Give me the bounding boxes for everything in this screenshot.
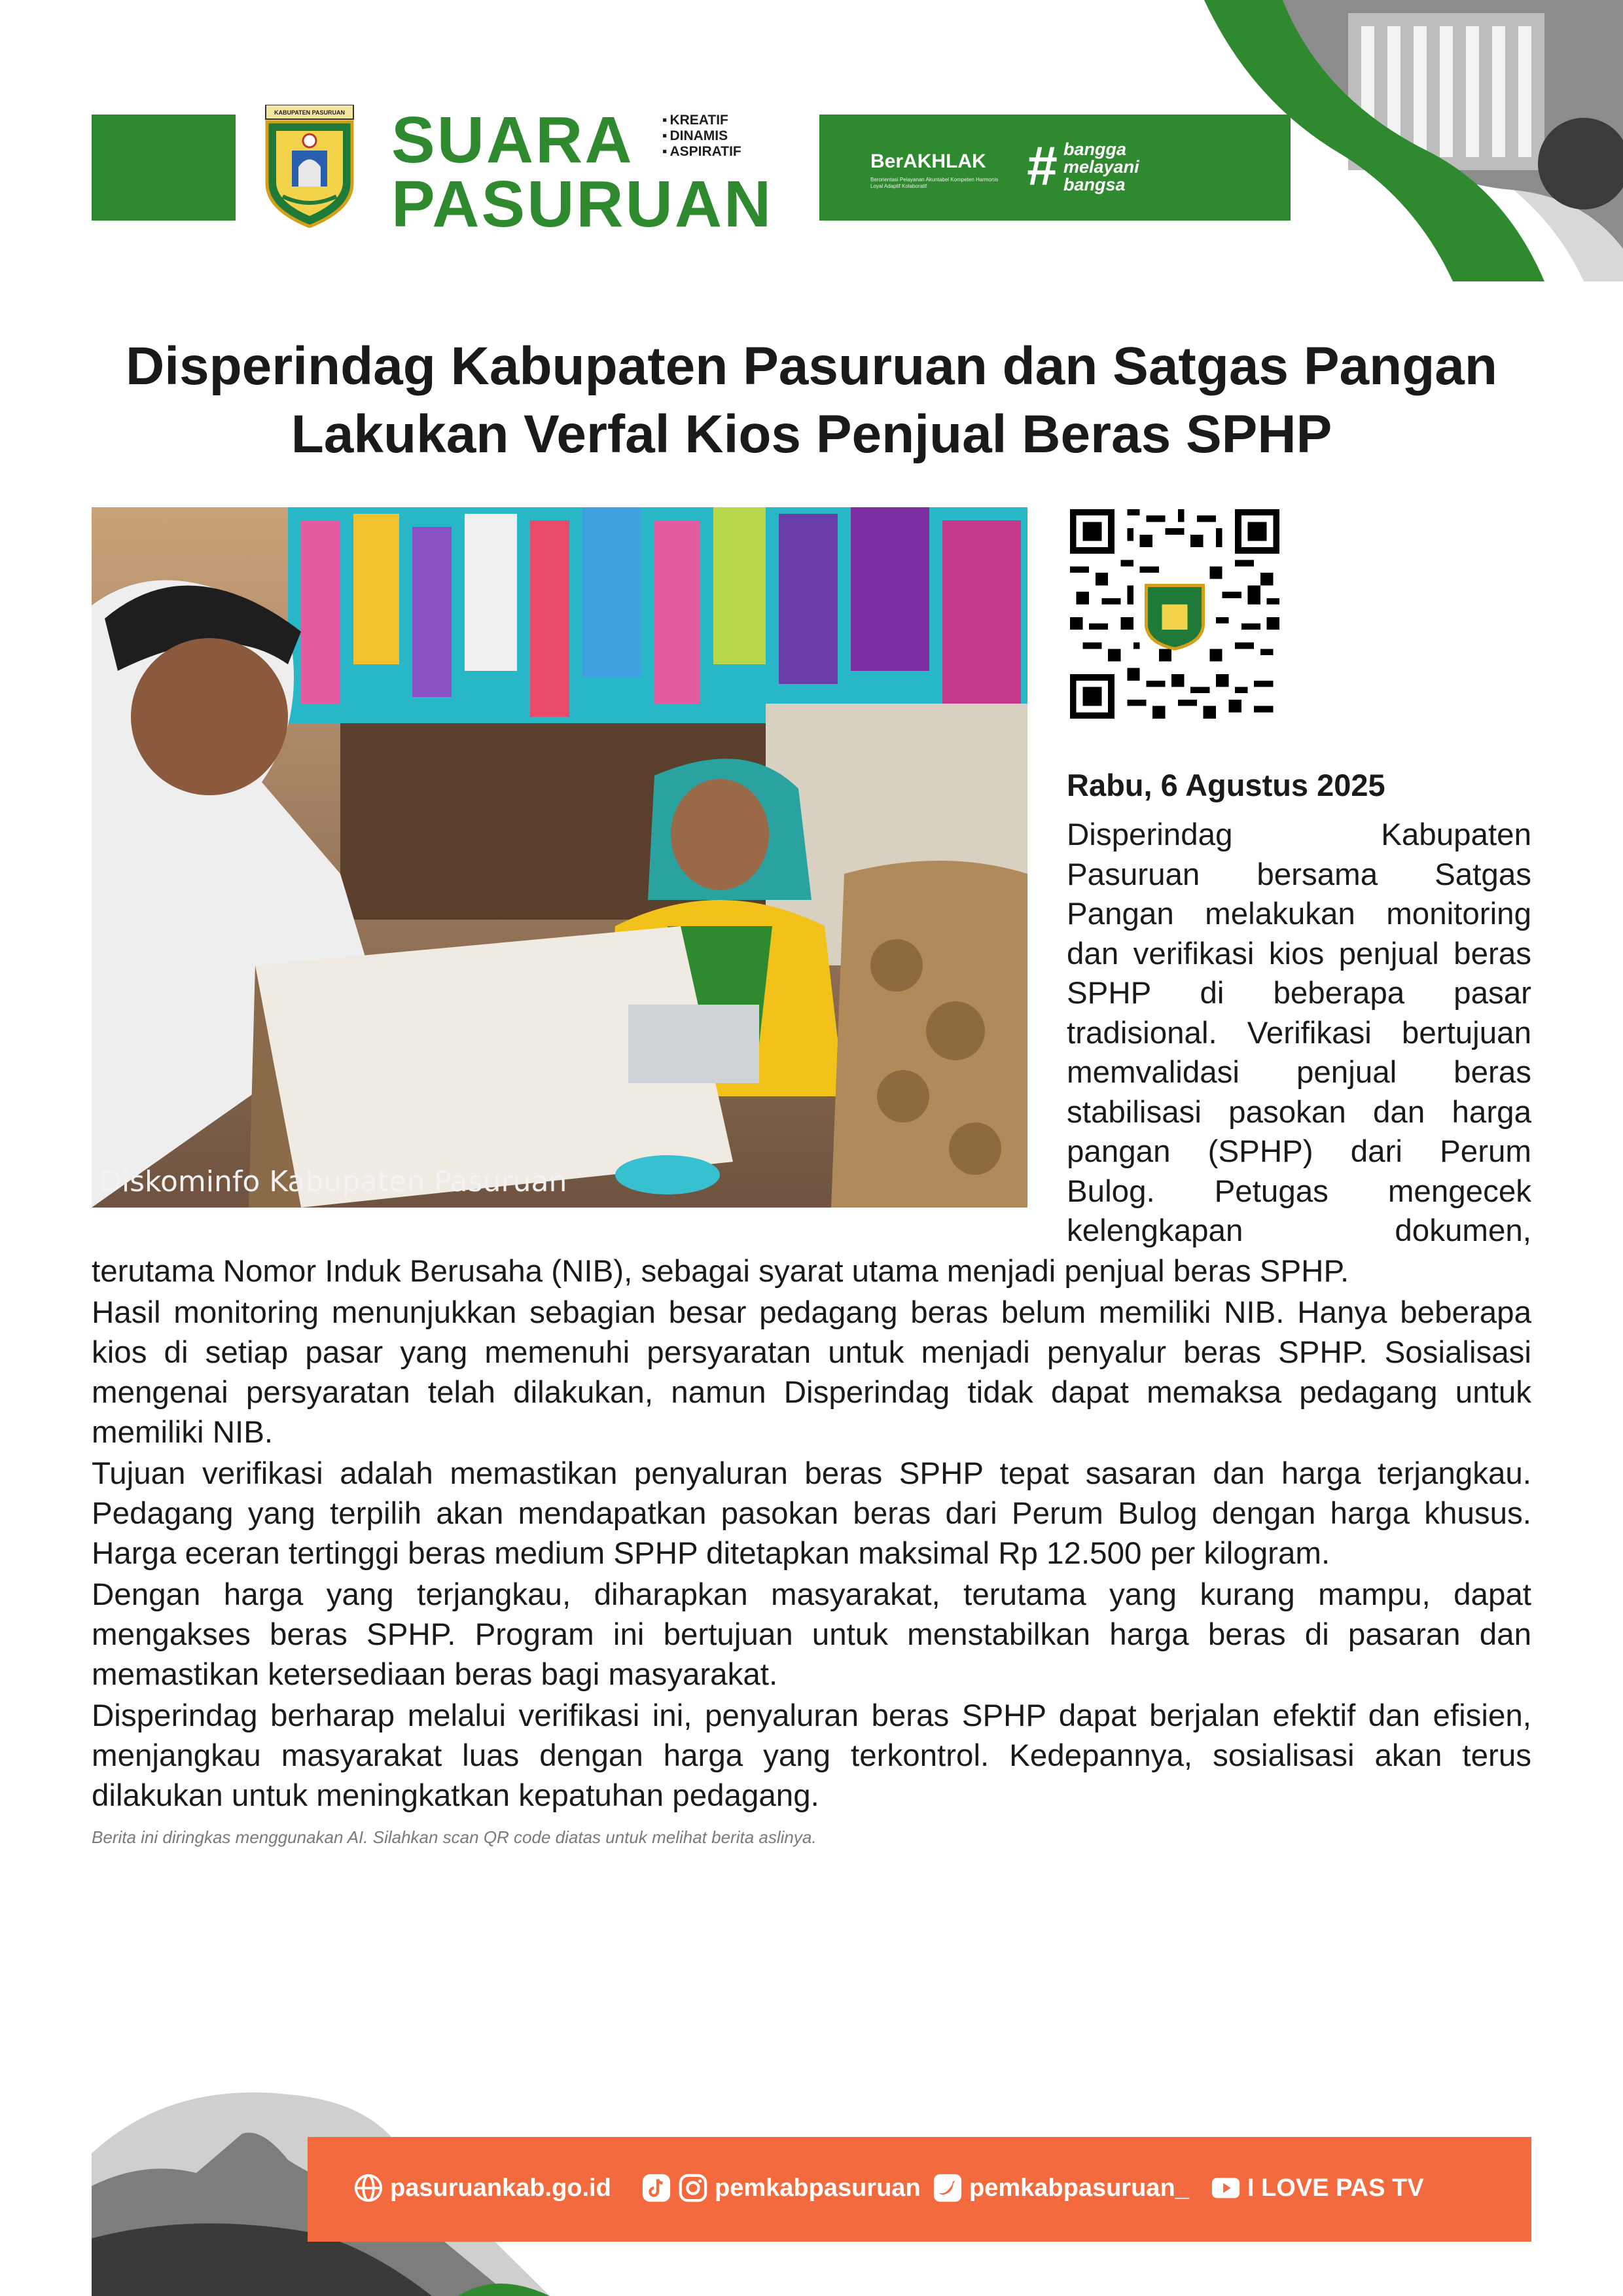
ai-disclaimer: Berita ini diringkas menggunakan AI. Silahkan scan QR code diatas untuk melihat berita aslinya. bbox=[92, 1827, 817, 1847]
globe-icon bbox=[353, 2173, 383, 2203]
article-lead-column bbox=[1067, 816, 1531, 1251]
instagram-icon bbox=[678, 2173, 708, 2203]
lead-line: Disperindag Kabupaten bbox=[1067, 817, 1531, 852]
lead-line: Bulog. Petugas mengecek bbox=[1067, 1174, 1531, 1209]
tagline-item: ▪ ASPIRATIF bbox=[662, 144, 741, 160]
hashtag-word: bangsa bbox=[1063, 175, 1126, 194]
hashtag-word: melayani bbox=[1063, 157, 1139, 177]
tagline-item: ▪ KREATIF bbox=[662, 113, 741, 128]
crest-label: KABUPATEN PASURUAN bbox=[274, 109, 345, 116]
lead-line: kelengkapan dokumen, bbox=[1067, 1213, 1531, 1248]
brand-line1: SUARA bbox=[391, 103, 634, 177]
lead-line: memvalidasi penjual beras bbox=[1067, 1055, 1531, 1090]
lead-line: dan verifikasi kios penjual beras bbox=[1067, 936, 1531, 971]
tagline bbox=[662, 113, 741, 160]
paragraph: Hasil monitoring menunjukkan sebagian besar pedagang beras belum memiliki NIB. Hanya beberapa kios di setiap pasar yang memenuhi persyaratan untuk menjadi penyalur beras SPHP. Sosialisasi mengenai persyaratan telah dilakukan, namun Disperindag tidak dapat memaksa pedagang untuk memiliki NIB. bbox=[92, 1295, 1531, 1450]
paragraph: Dengan harga yang terjangkau, diharapkan masyarakat, terutama yang kurang mampu, dapat mengakses beras SPHP. Program ini bertujuan untuk menstabilkan harga beras di pasaran dan memastikan ketersediaan beras bagi masyarakat. bbox=[92, 1577, 1531, 1692]
pasuruan-crest-logo bbox=[260, 105, 359, 228]
footer-youtube-link[interactable] bbox=[1211, 2172, 1424, 2204]
lead-line: SPHP di beberapa pasar bbox=[1067, 976, 1531, 1011]
paragraph: Disperindag berharap melalui verifikasi ini, penyaluran beras SPHP dapat berjalan efektif dan efisien, menjangkau masyarakat luas dengan harga yang terkontrol. Kedepannya, sosialisasi akan terus dilakukan untuk meningkatkan kepatuhan pedagang. bbox=[92, 1698, 1531, 1813]
footer-twitter-label: pemkabpasuruan_ bbox=[969, 2174, 1189, 2202]
footer-website-label: pasuruankab.go.id bbox=[390, 2174, 611, 2202]
youtube-icon bbox=[1211, 2173, 1241, 2203]
lead-line: Pangan melakukan monitoring bbox=[1067, 897, 1531, 931]
lead-line: stabilisasi pasokan dan harga bbox=[1067, 1094, 1531, 1130]
lead-line: Pasuruan bersama Satgas bbox=[1067, 857, 1531, 892]
lead-line: tradisional. Verifikasi bertujuan bbox=[1067, 1015, 1531, 1050]
paragraph: terutama Nomor Induk Berusaha (NIB), sebagai syarat utama menjadi penjual beras SPHP. bbox=[92, 1254, 1349, 1289]
title-line: Lakukan Verfal Kios Penjual Beras SPHP bbox=[291, 404, 1332, 464]
hashtag-icon: # bbox=[1026, 135, 1057, 196]
title-line: Disperindag Kabupaten Pasuruan dan Satgas Pangan bbox=[125, 336, 1497, 396]
footer-website-link[interactable] bbox=[353, 2172, 611, 2204]
article-photo bbox=[92, 507, 1027, 1208]
hashtag-word: bangga bbox=[1063, 139, 1127, 159]
article-title bbox=[92, 332, 1531, 469]
twitter-icon bbox=[933, 2173, 963, 2203]
footer-tiktok-instagram-link[interactable] bbox=[641, 2172, 921, 2204]
bangga-melayani-bangsa bbox=[1063, 141, 1139, 194]
tagline-item: ▪ DINAMIS bbox=[662, 128, 741, 144]
tiktok-icon bbox=[641, 2173, 671, 2203]
footer-twitter-link[interactable] bbox=[933, 2172, 1189, 2204]
paragraph: Tujuan verifikasi adalah memastikan penyaluran beras SPHP tepat sasaran dan harga terjangkau. Pedagang yang terpilih akan mendapatkan pasokan beras dari Perum Bulog dengan harga khusus. Harga eceran tertinggi beras medium SPHP ditetapkan maksimal Rp 12.500 per kilogram. bbox=[92, 1456, 1531, 1571]
header-green-block bbox=[92, 115, 236, 221]
article-body bbox=[92, 1251, 1531, 1817]
berakhlak-logo: BerAKHLAK bbox=[870, 151, 986, 172]
footer-youtube-label: I LOVE PAS TV bbox=[1247, 2174, 1424, 2202]
footer-tiktok-instagram-label: pemkabpasuruan bbox=[715, 2174, 921, 2202]
qr-code[interactable] bbox=[1070, 509, 1279, 719]
article-date: Rabu, 6 Agustus 2025 bbox=[1067, 768, 1385, 802]
berakhlak-subtitle: Berorientasi Pelayanan Akuntabel Kompeten Harmonis Loyal Adaptif Kolaboratif bbox=[870, 177, 999, 189]
photo-credit: Diskominfo Kabupaten Pasuruan bbox=[99, 1165, 567, 1198]
lead-line: pangan (SPHP) dari Perum bbox=[1067, 1134, 1531, 1169]
brand-line2: PASURUAN bbox=[391, 168, 774, 241]
